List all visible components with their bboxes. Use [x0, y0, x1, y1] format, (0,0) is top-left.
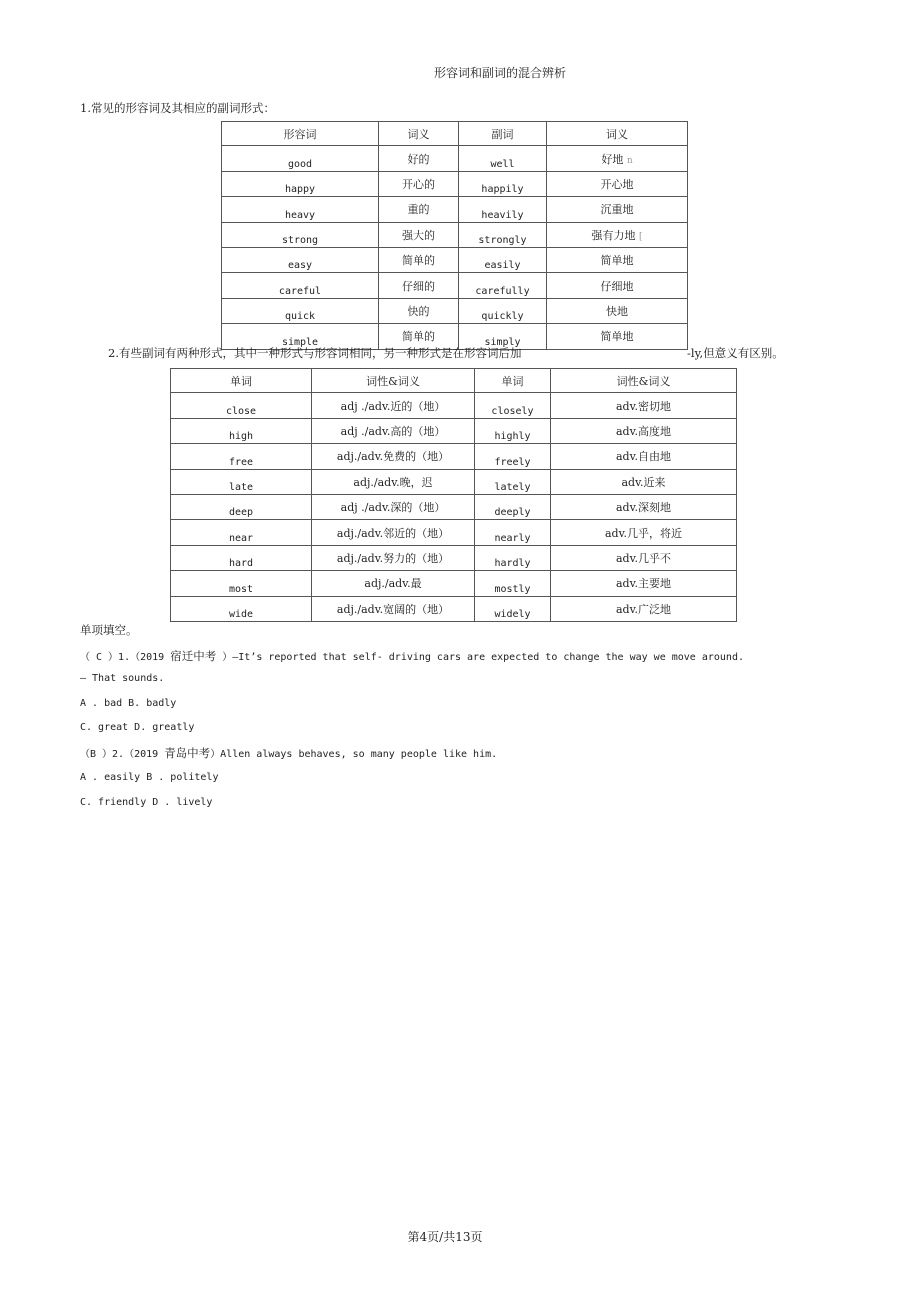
table-cell-text: adv.密切地 — [615, 399, 671, 413]
table-cell-text: 仔细的 — [402, 279, 435, 293]
table-cell-text: 强大的 — [402, 228, 435, 242]
table-cell-text: easily — [484, 260, 521, 272]
table-cell — [222, 197, 379, 222]
table-cell-text: happily — [481, 184, 524, 196]
table-row — [171, 571, 737, 596]
table-cell — [171, 571, 312, 596]
table-cell — [459, 171, 547, 196]
table-cell-text: nearly — [494, 532, 531, 544]
table-cell — [551, 596, 737, 621]
table-cell — [459, 247, 547, 272]
table-cell — [547, 273, 688, 298]
table-cell-text: adv.自由地 — [615, 450, 671, 464]
table-cell — [475, 520, 551, 545]
table-cell-text: heavy — [284, 209, 316, 221]
table-cell — [171, 596, 312, 621]
table-cell — [171, 444, 312, 469]
table-cell — [171, 418, 312, 443]
table-cell — [475, 393, 551, 418]
table-cell-text: good — [287, 158, 313, 170]
table-cell-text: adj ./adv.近的（地） — [340, 399, 446, 413]
table-cell-text: lately — [494, 481, 531, 493]
table-cell — [222, 298, 379, 323]
table-cell-text: 重的 — [407, 203, 430, 217]
q1-text: ）—It’s reported that self- driving cars are expected to change the way we move around. — [216, 652, 744, 663]
table-cell — [312, 520, 475, 545]
table-cell-text: strong — [281, 234, 319, 246]
table-cell-text: deep — [228, 507, 254, 519]
table-cell — [312, 418, 475, 443]
table-cell-text: adv.近来 — [621, 475, 666, 489]
question-1 — [80, 648, 744, 664]
table-cell — [312, 469, 475, 494]
two-form-adverb-table — [170, 368, 737, 622]
table-cell — [475, 469, 551, 494]
table-cell-text: easy — [287, 260, 313, 272]
table-cell-text: near — [228, 532, 254, 544]
q1-reply: — That sounds. — [80, 673, 165, 684]
table-row — [171, 444, 737, 469]
table-cell-text: happy — [284, 184, 316, 196]
table-cell — [551, 444, 737, 469]
table-cell-text: 开心的 — [402, 177, 435, 191]
table-cell — [171, 393, 312, 418]
table-cell-text: 好的 — [407, 152, 430, 166]
table-cell — [547, 298, 688, 323]
table-cell-text: high — [228, 431, 254, 443]
table-cell — [547, 171, 688, 196]
table-cell — [551, 393, 737, 418]
section-2-tail: -ly,但意义有区别。 — [687, 346, 784, 360]
table-row — [171, 545, 737, 570]
table-cell-text: adv.深刻地 — [615, 501, 671, 515]
table-cell-text: adj./adv.免费的（地） — [336, 450, 450, 464]
table-cell-text: 简单的 — [402, 330, 435, 344]
q1-source: 宿迁中考 — [170, 649, 217, 663]
table-row — [222, 197, 688, 222]
table-cell — [475, 444, 551, 469]
q1-prefix: （ C ）1.（2019 — [80, 652, 171, 663]
table-cell — [379, 197, 459, 222]
table-cell — [379, 273, 459, 298]
table-cell-text: heavily — [481, 209, 524, 221]
table-cell-text: adj./adv.晚，迟 — [353, 475, 433, 489]
table-cell-text: adj./adv.宽阔的（地） — [336, 602, 450, 616]
table-row — [222, 247, 688, 272]
table-cell — [459, 298, 547, 323]
table-row — [171, 418, 737, 443]
q1-option-cd: C. great D. greatly — [80, 722, 195, 733]
table-row — [171, 596, 737, 621]
q2-text: ）Allen always behaves, so many people like him. — [210, 749, 498, 760]
table-cell — [379, 247, 459, 272]
table-header-cell: 词性&词义 — [551, 369, 737, 393]
table-cell — [312, 494, 475, 519]
table-cell — [547, 146, 688, 171]
table-cell-text: hard — [228, 558, 254, 570]
stray-mark: [ — [638, 231, 643, 242]
table-cell — [379, 298, 459, 323]
table-row — [171, 393, 737, 418]
table-cell — [171, 520, 312, 545]
adjective-adverb-table — [221, 121, 688, 350]
table-cell — [459, 146, 547, 171]
table-cell-text: 沉重地 — [600, 203, 634, 217]
table-cell-text: adj./adv.最 — [364, 577, 422, 591]
table-cell-text: 开心地 — [600, 177, 634, 191]
table-cell — [312, 444, 475, 469]
table-header-cell: 单词 — [171, 369, 312, 393]
table-cell-text: adv.几乎，将近 — [604, 526, 682, 540]
table-cell-text: 好地 — [601, 152, 624, 166]
table-cell — [171, 494, 312, 519]
table-cell-text: quick — [284, 311, 316, 323]
table-header-cell: 词义 — [547, 122, 688, 146]
page-title: 形容词和副词的混合辨析 — [433, 66, 566, 80]
table-cell-text: close — [225, 405, 257, 417]
table-cell-text: 简单的 — [402, 254, 435, 268]
question-2 — [80, 745, 497, 761]
table-header-cell: 形容词 — [222, 122, 379, 146]
table-cell — [551, 545, 737, 570]
table-cell — [475, 494, 551, 519]
table-cell-text: simply — [484, 336, 521, 348]
table-cell — [171, 469, 312, 494]
table-cell — [222, 222, 379, 247]
table-cell-text: adj ./adv.高的（地） — [340, 424, 446, 438]
table-header-cell: 单词 — [475, 369, 551, 393]
table-cell-text: mostly — [494, 583, 531, 595]
table-cell — [551, 418, 737, 443]
table-cell-text: 强有力地 — [591, 228, 636, 242]
table-cell — [547, 222, 688, 247]
table-cell-text: adv.主要地 — [615, 577, 671, 591]
table-cell-text: widely — [494, 608, 531, 620]
q2-option-ab: A . easily B . politely — [80, 772, 219, 783]
table-cell-text: adv.广泛地 — [615, 602, 671, 616]
table-cell-text: wide — [228, 608, 254, 620]
table-cell-text: late — [228, 481, 254, 493]
table-header-cell: 词义 — [379, 122, 459, 146]
q2-prefix: （B ）2.（2019 — [80, 749, 165, 760]
table-cell-text: simple — [281, 336, 319, 348]
stray-mark: n — [626, 155, 633, 166]
table-cell-text: adj./adv.努力的（地） — [336, 551, 450, 565]
table-cell — [475, 596, 551, 621]
table-row — [222, 298, 688, 323]
table-cell — [379, 222, 459, 247]
table-cell — [459, 197, 547, 222]
table-cell-text: carefully — [475, 285, 530, 297]
table-row — [222, 222, 688, 247]
table-cell — [547, 197, 688, 222]
table-cell — [222, 273, 379, 298]
table-cell-text: adj ./adv.深的（地） — [340, 501, 446, 515]
table-cell-text: 快地 — [606, 304, 628, 318]
q2-source: 青岛中考 — [164, 746, 211, 760]
table-cell — [475, 571, 551, 596]
table-cell — [459, 273, 547, 298]
table-row — [222, 171, 688, 196]
table-cell-text: closely — [491, 405, 534, 417]
table-cell-text: careful — [278, 285, 322, 297]
table-cell — [547, 324, 688, 349]
table-cell-text: quickly — [481, 311, 524, 323]
table-row — [222, 146, 688, 171]
table-header-row — [171, 369, 737, 393]
table-cell — [475, 545, 551, 570]
table-cell — [459, 222, 547, 247]
table-row — [171, 494, 737, 519]
table-cell — [379, 146, 459, 171]
table-cell-text: freely — [494, 456, 531, 468]
table-cell — [222, 247, 379, 272]
table-cell — [551, 494, 737, 519]
table-row — [171, 520, 737, 545]
table-cell — [222, 146, 379, 171]
table-cell — [551, 520, 737, 545]
table-cell — [222, 171, 379, 196]
table-cell — [312, 571, 475, 596]
q2-option-cd: C. friendly D . lively — [80, 797, 213, 808]
table-cell — [547, 247, 688, 272]
table-cell-text: free — [228, 456, 254, 468]
table-cell — [312, 596, 475, 621]
table-cell-text: hardly — [494, 558, 531, 570]
table-cell — [312, 393, 475, 418]
table-cell — [551, 571, 737, 596]
table-cell-text: adj./adv.邻近的（地） — [336, 526, 450, 540]
table-cell — [551, 469, 737, 494]
table-cell — [379, 171, 459, 196]
table-header-cell: 副词 — [459, 122, 547, 146]
section-2-text: 2.有些副词有两种形式，其中一种形式与形容词相同，另一种形式是在形容词后加 — [108, 346, 522, 360]
table-cell-text: most — [228, 583, 254, 595]
table-cell-text: well — [490, 158, 515, 170]
q1-option-ab: A . bad B. badly — [80, 698, 177, 709]
table-cell-text: 简单地 — [600, 330, 634, 344]
table-cell — [312, 545, 475, 570]
table-cell — [475, 418, 551, 443]
table-cell-text: strongly — [478, 234, 527, 246]
table-row — [171, 469, 737, 494]
table-cell-text: 仔细地 — [600, 279, 634, 293]
table-cell-text: 快的 — [407, 304, 430, 318]
table-cell — [171, 545, 312, 570]
table-header-row — [222, 122, 688, 146]
table-row — [222, 273, 688, 298]
page-footer: 第4页/共13页 — [407, 1230, 483, 1244]
table-header-cell: 词性&词义 — [312, 369, 475, 393]
exercise-heading: 单项填空。 — [80, 623, 138, 637]
table-cell-text: adv.几乎不 — [615, 551, 671, 565]
table-cell-text: 简单地 — [600, 254, 634, 268]
table-cell-text: adv.高度地 — [615, 424, 671, 438]
section-1-heading: 1.常见的形容词及其相应的副词形式： — [80, 101, 275, 115]
table-cell-text: highly — [494, 431, 531, 443]
table-cell-text: deeply — [494, 507, 531, 519]
